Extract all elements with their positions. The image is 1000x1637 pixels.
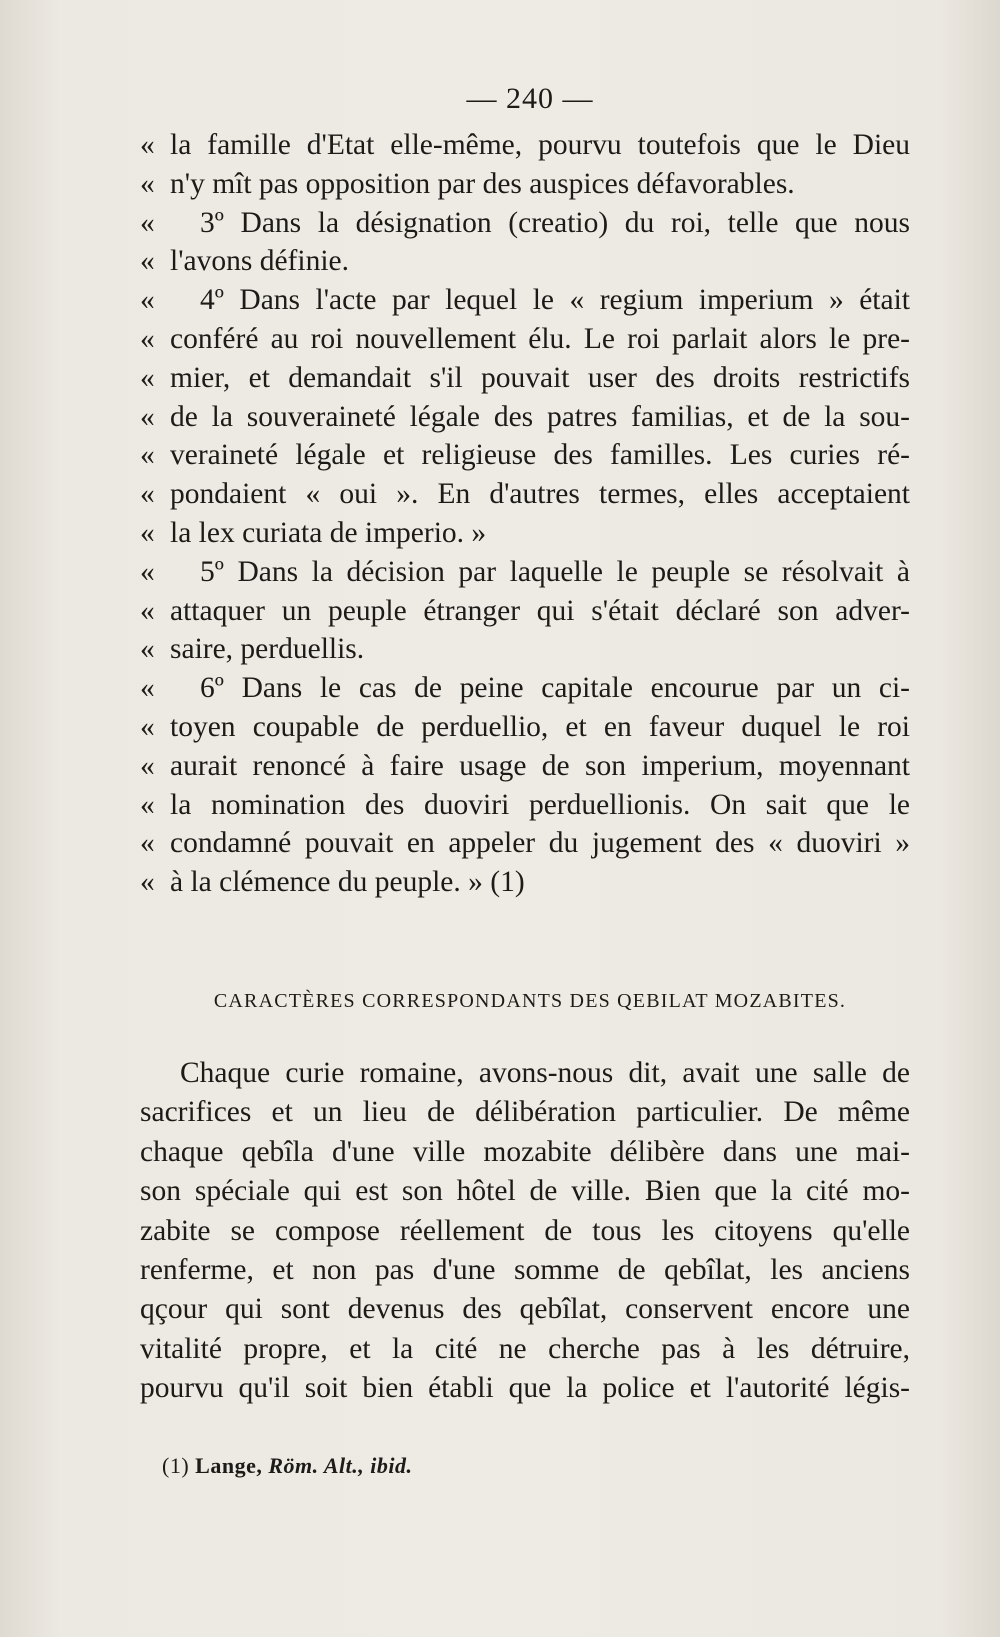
quote-line-text: l'avons définie. [170, 245, 349, 278]
quote-line [140, 359, 910, 398]
quote-line [140, 592, 910, 631]
quote-line [140, 204, 910, 243]
quote-line-text: la nomination des duoviri perduellionis. On sait que le [170, 788, 910, 821]
paragraph-line: son spéciale qui est son hôtel de ville. Bien que la cité mo- [140, 1175, 910, 1208]
quote-mark: « [140, 439, 155, 472]
quote-line-text: veraineté légale et religieuse des familles. Les curies ré- [170, 439, 910, 472]
quote-line [140, 708, 910, 747]
quote-mark: « [140, 167, 155, 200]
quote-line-text: 3º Dans la désignation (creatio) du roi, telle que nous [200, 206, 910, 239]
quote-line-text: 6º Dans le cas de peine capitale encourue par un ci- [200, 672, 910, 705]
quote-line-text: conféré au roi nouvellement élu. Le roi parlait alors le pre- [170, 322, 910, 355]
quote-line-text: saire, perduellis. [170, 633, 365, 666]
paragraph-line: zabite se compose réellement de tous les citoyens qu'elle [140, 1214, 910, 1247]
quote-mark: « [140, 478, 155, 511]
quote-mark: « [140, 129, 155, 161]
quote-line [140, 514, 910, 553]
quote-line [140, 747, 910, 786]
quote-line [140, 669, 910, 708]
quote-line [140, 824, 910, 863]
quote-line [140, 630, 910, 669]
quote-line [140, 242, 910, 281]
quote-line [140, 786, 910, 825]
quote-line-text: n'y mît pas opposition par des auspices défavorables. [170, 167, 795, 200]
quote-line-text: attaquer un peuple étranger qui s'était déclaré son adver- [170, 594, 910, 627]
footnote-work: Röm. Alt., [268, 1453, 365, 1478]
quote-mark: « [140, 516, 155, 549]
footnote-ref: ibid. [370, 1453, 413, 1478]
quote-line [140, 863, 910, 902]
quote-line-text: aurait renoncé à faire usage de son imperium, moyennant [170, 749, 910, 782]
quote-line-text: condamné pouvait en appeler du jugement des « duoviri » [170, 827, 910, 860]
footnote-author: Lange, [195, 1453, 263, 1478]
quote-mark: « [140, 594, 155, 627]
body-paragraph [140, 1054, 910, 1409]
quote-line [140, 553, 910, 592]
quote-line-text: toyen coupable de perduellio, et en faveur duquel le roi [170, 710, 910, 743]
footnote [162, 1453, 412, 1479]
quote-mark: « [140, 555, 155, 588]
quote-line-text: à la clémence du peuple. » (1) [170, 866, 525, 899]
quote-mark: « [140, 710, 155, 743]
paragraph-line: qçour qui sont devenus des qebîlat, conservent encore une [140, 1293, 910, 1326]
quote-mark: « [140, 788, 155, 821]
quote-line [140, 475, 910, 514]
quote-line-text: la famille d'Etat elle-même, pourvu toutefois que le Dieu [170, 129, 910, 161]
page-number: — 240 — [466, 82, 594, 115]
quote-mark: « [140, 361, 155, 394]
quote-mark: « [140, 749, 155, 782]
quote-mark: « [140, 827, 155, 860]
quote-mark: « [140, 245, 155, 278]
quote-line [140, 165, 910, 204]
paragraph-line: pourvu qu'il soit bien établi que la police et l'autorité légis- [140, 1372, 910, 1405]
paragraph-line: renferme, et non pas d'une somme de qebîlat, les anciens [140, 1253, 910, 1286]
paragraph-line: vitalité propre, et la cité ne cherche pas à les détruire, [140, 1332, 910, 1365]
quote-mark: « [140, 866, 155, 899]
quote-line [140, 320, 910, 359]
quote-line [140, 126, 910, 165]
quote-mark: « [140, 322, 155, 355]
paragraph-line: chaque qebîla d'une ville mozabite délibère dans une mai- [140, 1135, 910, 1168]
quote-line [140, 436, 910, 475]
quoted-passage [140, 126, 910, 902]
quote-line-text: pondaient « oui ». En d'autres termes, elles acceptaient [170, 478, 910, 511]
paragraph-line: Chaque curie romaine, avons-nous dit, avait une salle de [180, 1057, 910, 1089]
quote-line-text: 4º Dans l'acte par lequel le « regium imperium » était [200, 284, 910, 317]
quote-line [140, 398, 910, 437]
quote-line-text: de la souveraineté légale des patres familias, et de la sou- [170, 400, 910, 433]
quote-mark: « [140, 633, 155, 666]
footnote-number: (1) [162, 1453, 190, 1478]
quote-line-text: 5º Dans la décision par laquelle le peuple se résolvait à [200, 555, 910, 588]
section-heading: CARACTÈRES CORRESPONDANTS DES QEBILAT MOZABITES. [213, 990, 847, 1012]
quote-mark: « [140, 284, 155, 317]
quote-line-text: mier, et demandait s'il pouvait user des droits restrictifs [170, 361, 910, 394]
quote-line [140, 281, 910, 320]
quote-mark: « [140, 672, 155, 705]
quote-mark: « [140, 206, 155, 239]
paragraph-line: sacrifices et un lieu de délibération particulier. De même [140, 1096, 910, 1129]
quote-mark: « [140, 400, 155, 433]
quote-line-text: la lex curiata de imperio. » [170, 516, 487, 549]
